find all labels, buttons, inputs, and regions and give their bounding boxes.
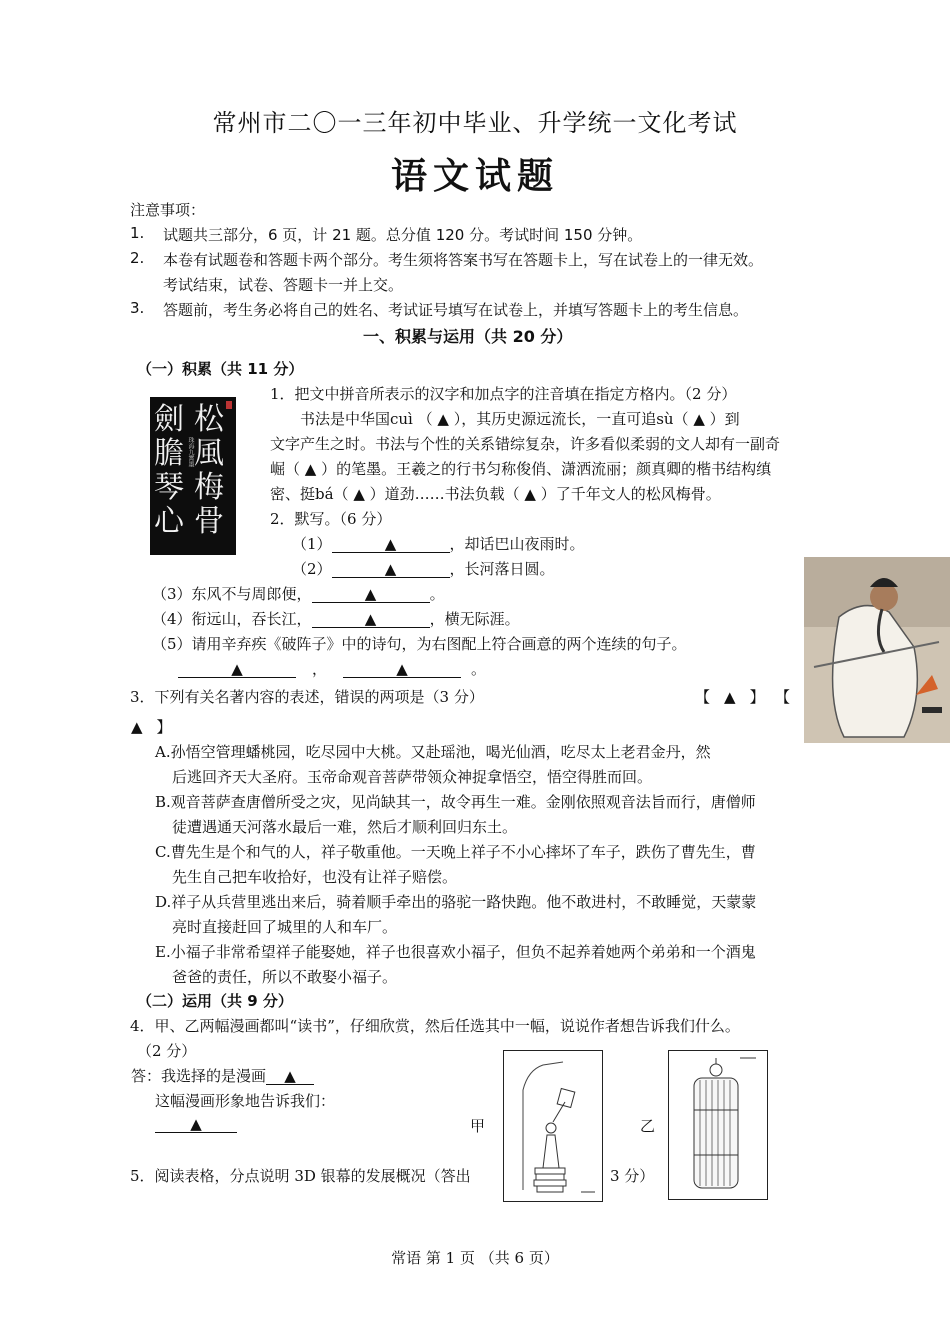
answer-blank[interactable]	[343, 661, 461, 678]
q2-item-3	[152, 583, 445, 604]
answer-mark: ▲	[364, 610, 377, 628]
q2-item-num: （4）	[152, 610, 192, 628]
painting-image	[804, 557, 950, 743]
section-accumulation-heading: （一）积累（共 11 分）	[137, 360, 304, 378]
comma: ，	[312, 660, 328, 678]
q2-item-5	[152, 633, 687, 654]
q2-stem: 2．默写。（6 分）	[270, 510, 392, 528]
q2-item-text: 。	[429, 585, 445, 603]
q1-stem: 1．把文中拼音所表示的汉字和加点字的注音填在指定方格内。（2 分）	[270, 385, 737, 403]
q2-item-5-answer	[178, 658, 486, 679]
q3-option-b-cont: 徒遭遇通天河落水最后一难，然后才顺利回归东土。	[172, 818, 518, 836]
answer-mark: ▲	[724, 688, 736, 706]
q2-item-text: ，横无际涯。	[429, 610, 520, 628]
calligraphy-char: 松	[194, 402, 224, 437]
calligraphy-char: 風	[194, 436, 224, 471]
q3-option-d-cont: 亮时直接赶回了城里的人和车厂。	[172, 918, 398, 936]
calligraphy-char: 劍	[154, 402, 184, 437]
q3-option-e-cont: 爸爸的责任，所以不敢娶小福子。	[172, 968, 398, 986]
part1-heading: 一、积累与运用（共 20 分）	[363, 327, 573, 346]
notice-heading: 注意事项：	[130, 201, 206, 219]
calligraphy-char: 膽	[154, 436, 184, 471]
q3-stem: 3．下列有关名著内容的表述，错误的两项是（3 分）	[130, 688, 484, 706]
q3-option-d: D.祥子从兵营里逃出来后，骑着顺手牵出的骆驼一路快跑。他不敢进村，不敢睡觉，天蒙蒙	[155, 893, 757, 911]
period: 。	[471, 660, 487, 678]
notice-item-2-text-cont: 考试结束，试卷、答题卡一并上交。	[163, 276, 404, 294]
q3-option-e: E.小福子非常希望祥子能娶她，祥子也很喜欢小福子，但负不起养着她两个弟弟和一个酒鬼	[155, 943, 756, 961]
answer-mark: ▲	[384, 560, 397, 578]
q4-answer-label: 答：我选择的是漫画	[131, 1067, 267, 1085]
seal-stamp	[226, 401, 232, 409]
q4-answer-line-3	[155, 1115, 237, 1133]
answer-mark: ▲	[231, 660, 243, 678]
notice-item-2-text: 本卷有试题卷和答题卡两个部分。考生须将答案书写在答题卡上，写在试卷上的一律无效。	[163, 251, 764, 269]
exam-header-title: 常州市二〇一三年初中毕业、升学统一文化考试	[212, 109, 738, 137]
cartoon-jia-image	[503, 1050, 603, 1202]
q2-item-num: （2）	[292, 560, 332, 578]
answer-blank[interactable]	[266, 1068, 314, 1085]
calligraphy-inscription: 珠海九霄墨	[187, 437, 194, 467]
q2-item-1	[292, 533, 585, 554]
page-footer: 常语 第 1 页 （共 6 页）	[391, 1249, 559, 1267]
notice-item-3-text: 答题前，考生务必将自己的姓名、考试证号填写在试卷上，并填写答题卡上的考生信息。	[163, 301, 749, 319]
q2-item-text: ，长河落日圆。	[449, 560, 555, 578]
bracket-close: 】	[156, 718, 172, 736]
calligraphy-char: 骨	[194, 504, 224, 539]
q2-item-num: （5）	[152, 635, 192, 653]
calligraphy-image	[150, 397, 236, 555]
q3-option-c-cont: 先生自己把车收拾好，也没有让祥子赔偿。	[172, 868, 458, 886]
q2-item-num: （1）	[292, 535, 332, 553]
q5-points: 3 分）	[610, 1167, 655, 1185]
answer-blank[interactable]	[312, 586, 430, 603]
q1-passage-line-2: 文字产生之时。书法与个性的关系错综复杂，许多看似柔弱的文人却有一副奇	[270, 435, 781, 453]
notice-item-1-num: 1.	[130, 224, 145, 242]
section-application-heading: （二）运用（共 9 分）	[137, 992, 293, 1010]
answer-blank[interactable]	[155, 1116, 237, 1133]
q2-item-num: （3）	[152, 585, 192, 603]
answer-mark: ▲	[284, 1067, 296, 1085]
q1-passage-line-3: 崛（ ▲ ）的笔墨。王羲之的行书匀称俊俏、潇洒流丽；颜真卿的楷书结构缜	[270, 460, 772, 478]
q2-item-text: 东风不与周郎便，	[191, 585, 312, 603]
q1-passage-line-4: 密、挺bá（ ▲ ）道劲……书法负载（ ▲ ）了千年文人的松风梅骨。	[270, 485, 721, 503]
answer-mark: ▲	[396, 660, 408, 678]
calligraphy-char: 琴	[154, 470, 184, 505]
cartoon-label-yi: 乙	[640, 1117, 656, 1135]
q4-points: （2 分）	[137, 1042, 197, 1060]
answer-blank[interactable]	[332, 536, 450, 553]
q2-item-text: 衔远山，吞长江，	[191, 610, 312, 628]
q3-answer-bracket-2-open[interactable]: 【	[775, 688, 791, 706]
answer-blank[interactable]	[178, 661, 296, 678]
q2-item-text: 请用辛弃疾《破阵子》中的诗句，为右图配上符合画意的两个连续的句子。	[191, 635, 687, 653]
notice-item-3-num: 3.	[130, 299, 145, 317]
answer-mark: ▲	[364, 585, 377, 603]
bracket-open: 【	[695, 688, 711, 706]
q3-option-a: A.孙悟空管理蟠桃园，吃尽园中大桃。又赴瑶池，喝光仙酒，吃尽太上老君金丹，然	[155, 743, 711, 761]
q5-stem: 5．阅读表格，分点说明 3D 银幕的发展概况（答出	[130, 1167, 471, 1185]
cartoon-label-jia: 甲	[470, 1117, 486, 1135]
q4-answer-line-2: 这幅漫画形象地告诉我们：	[155, 1092, 336, 1110]
q4-stem: 4．甲、乙两幅漫画都叫“读书”，仔细欣赏，然后任选其中一幅，说说作者想告诉我们什么。	[130, 1017, 740, 1035]
q2-item-text: ，却话巴山夜雨时。	[449, 535, 585, 553]
answer-mark: ▲	[131, 718, 143, 736]
cartoon-yi-image	[668, 1050, 768, 1200]
answer-mark: ▲	[190, 1115, 202, 1133]
q3-option-b: B.观音菩萨查唐僧所受之灾，见尚缺其一，故令再生一难。金刚依照观音法旨而行，唐僧师	[155, 793, 756, 811]
q4-answer-line-1	[131, 1065, 314, 1086]
q3-answer-bracket-2-close	[131, 716, 172, 737]
notice-item-1-text: 试题共三部分，6 页，计 21 题。总分值 120 分。考试时间 150 分钟。	[163, 226, 643, 244]
q3-option-a-cont: 后逃回齐天大圣府。玉帝命观音菩萨带领众神捉拿悟空，悟空得胜而回。	[172, 768, 653, 786]
notice-item-2-num: 2.	[130, 249, 145, 267]
q3-option-c: C.曹先生是个和气的人，祥子敬重他。一天晚上祥子不小心摔坏了车子，跌伤了曹先生，曹	[155, 843, 756, 861]
answer-blank[interactable]	[332, 561, 450, 578]
q2-item-4	[152, 608, 520, 629]
answer-mark: ▲	[384, 535, 397, 553]
subject-title: 语文试题	[390, 155, 559, 197]
q3-answer-bracket-1[interactable]	[695, 686, 765, 707]
q2-item-2	[292, 558, 555, 579]
bracket-close: 】	[749, 688, 765, 706]
calligraphy-char: 梅	[194, 470, 224, 505]
q1-passage-line-1: 书法是中华国cuì （ ▲ ），其历史源远流长，一直可追sù（ ▲ ）到	[300, 410, 740, 428]
calligraphy-char: 心	[154, 504, 184, 539]
answer-blank[interactable]	[312, 611, 430, 628]
